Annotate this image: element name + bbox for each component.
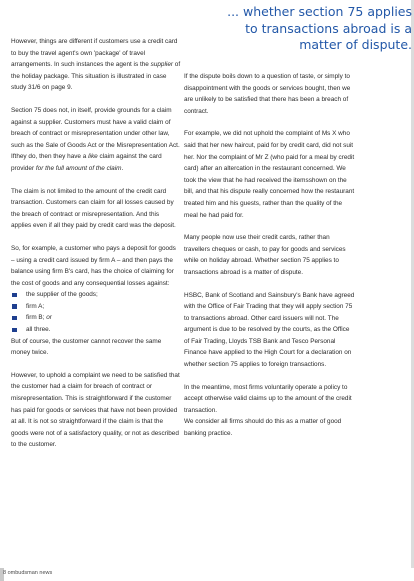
emphasis-full-amount: for the full amount of the claim: [35, 164, 122, 172]
left-paragraph-5: But of course, the customer cannot recover the same money twice.: [11, 337, 162, 357]
right-paragraph-5: In the meantime, most firms voluntarily operate a policy to accept otherwise valid claims up to the amount of the credit transaction.: [184, 383, 352, 414]
right-paragraph-1: If the dispute boils down to a question of taste, or simply to disappointment with the goods or services bought, then we are unlikely to be satisfied that there has been a breach of contract.: [184, 73, 351, 115]
left-paragraph-4: So, for example, a customer who pays a deposit for goods – using a credit card issued by firm A – and then pays the balance using firm B's card, has the choice of claiming for the cost of goods and any consequential losses against:: [11, 244, 176, 287]
left-paragraph-6: However, to uphold a complaint we need to be satisfied that the customer had a claim for breach of contract or misrepresentation. This is straightforward if the customer has paid for goods or services that have not been provided at all. It is not so straightforward if the claim is that the goods were not of a satisfactory quality, or not as described to the customer.: [11, 371, 180, 449]
emphasis-supplier: supplier: [150, 61, 174, 69]
right-paragraph-3: Many people now use their credit cards, rather than travellers cheques or cash, to pay for goods and services while on holiday abroad. Whether section 75 applies to transactions abroad is a matter of dispute.: [184, 234, 346, 276]
page-number: 8: [3, 570, 7, 576]
pull-quote-line-2: to transactions abroad is a: [245, 20, 412, 36]
list-item: the supplier of the goods;: [11, 289, 181, 301]
bullet-square-icon: [12, 316, 17, 321]
pull-quote-line-1: ... whether section 75 applies: [227, 4, 412, 19]
left-paragraph-1: However, things are different if customers use a credit card to buy the travel agent's own 'package' of travel arrangements. In such instances the agent is the supplier of the holiday package. This situation is illustrated in case study 31/6 on page 9.: [11, 38, 181, 92]
pull-quote: [227, 4, 412, 54]
left-column: [11, 36, 181, 462]
bullet-list: [11, 289, 181, 335]
list-item: firm B; or: [11, 312, 181, 324]
left-paragraph-2: Section 75 does not, in itself, provide grounds for a claim against a supplier. Customers must have a valid claim of breach of contract or misrepresentation under other law, such as the Sale of Goods Act or the Misrepresentation Act. Ifthey do, then they have a like claim against the card provider for the full amount of the claim.: [11, 106, 180, 172]
bullet-square-icon: [12, 328, 17, 333]
bullet-square-icon: [12, 293, 17, 298]
publication-name: ombudsman news: [7, 570, 53, 576]
list-item: all three.: [11, 324, 181, 336]
pull-quote-line-3: matter of dispute.: [299, 37, 412, 52]
footer-bar: [0, 568, 414, 581]
right-paragraph-6: We consider all firms should do this as a matter of good banking practice.: [184, 418, 342, 438]
right-paragraph-2: For example, we did not uphold the complaint of Ms X who said that her new haircut, paid for by credit card, did not suit her. Nor the complaint of Mr Z (who paid for a meal by credit card) after an altercation in the restaurant concerned. We took the view that he had received the itemsshown on the bill, and that his dispute really concerned how the restaurant treated him and his guests, rather than the quality of the meal he had paid for.: [184, 130, 355, 219]
page-footer: [3, 569, 52, 578]
bullet-square-icon: [12, 304, 17, 309]
right-column: [184, 71, 356, 451]
right-paragraph-4: HSBC, Bank of Scotland and Sainsbury's Bank have agreed with the Office of Fair Trading that they will apply section 75 to transactions abroad. Other card issuers will not. The argument is due to be resolved by the courts, as the Office of Fair Trading, Lloyds TSB Bank and Tesco Personal Finance have applied to the High Court for a declaration on whether section 75 applies to foreign transactions.: [184, 291, 355, 369]
emphasis-like: like: [88, 153, 98, 161]
left-paragraph-3: The claim is not limited to the amount of the credit card transaction. Customers can claim for all losses caused by the breach of contract or misrepresentation. And this applies even if all they paid by credit card was the deposit.: [11, 187, 176, 230]
list-item: firm A;: [11, 301, 181, 313]
